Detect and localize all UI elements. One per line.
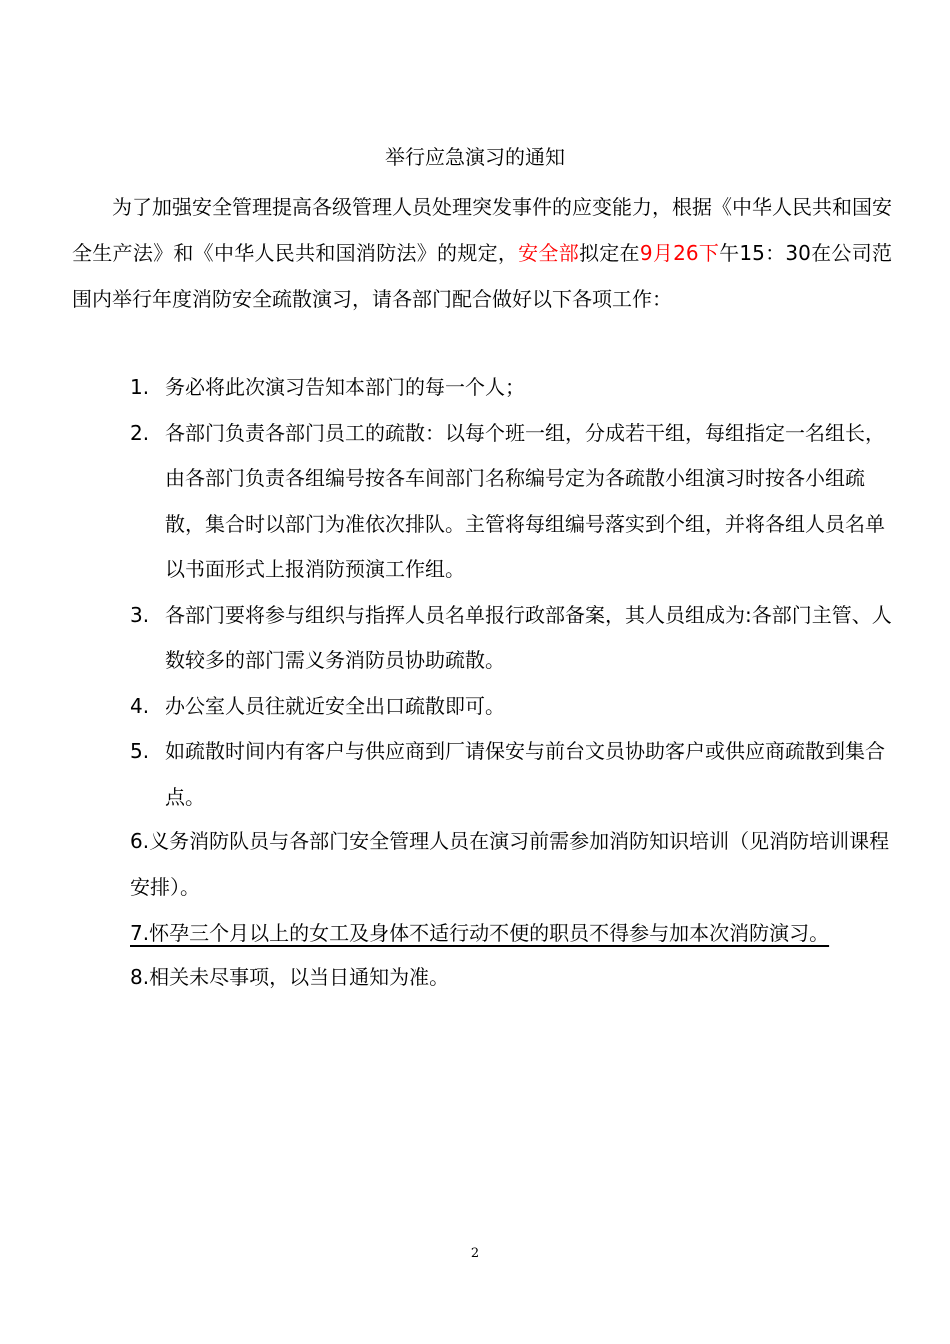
list-number: 3. [130, 602, 150, 627]
list-item-text: 如疏散时间内有客户与供应商到厂请保安与前台文员协助客户或供应商疏散到集合点。 [165, 739, 885, 809]
item-7-underlined-text: 7.怀孕三个月以上的女工及身体不适行动不便的职员不得参与加本次消防演习。 [130, 921, 830, 945]
item-7-paragraph [130, 911, 900, 957]
list-number: 5. [130, 739, 150, 763]
item-6-paragraph: 6.义务消防队员与各部门安全管理人员在演习前需参加消防知识培训（见消防培训课程安排）。 [130, 829, 890, 899]
item-8-paragraph: 8.相关未尽事项，以当日通知为准。 [130, 965, 450, 989]
drill-date: 9月26下 [639, 241, 720, 265]
list-item [130, 684, 892, 730]
document-title: 举行应急演习的通知 [385, 145, 565, 169]
list-item [130, 365, 892, 411]
intro-text-part1: 为了加强安全管理提高各级管理人员处理突发事件的应变能力，根据《中华人民共和国安全生产法》和《中华人民共和国消防法》的规定， [72, 195, 892, 265]
list-item-text: 务必将此次演习告知本部门的每一个人； [165, 375, 525, 399]
list-item [130, 729, 892, 820]
intro-text-part2: 拟定在 [579, 241, 640, 265]
list-item [130, 411, 892, 593]
page-number: 2 [470, 1246, 480, 1261]
list-item-text: 各部门要将参与组织与指挥人员名单报行政部备案，其人员组成为:各部门主管、人数较多的部门需义务消防员协助疏散。 [165, 602, 892, 672]
numbered-list [130, 365, 892, 820]
list-item-text: 办公室人员往就近安全出口疏散即可。 [165, 693, 505, 718]
list-number: 4. [130, 693, 150, 718]
list-item [130, 593, 892, 684]
list-number: 2. [130, 420, 150, 445]
list-item-text: 各部门负责各部门员工的疏散：以每个班一组，分成若干组，每组指定一名组长，由各部门负责各组编号按各车间部门名称编号定为各疏散小组演习时按各小组疏散，集合时以部门为准依次排队。主管将每组编号落实到个组，并将各组人员名单以书面形式上报消防预演工作组。 [165, 420, 885, 581]
intro-paragraph [72, 184, 892, 322]
intro-text-part3: 午15：30在公司范围内举行年度消防安全疏散演习，请各部门配合做好以下各项工作： [72, 241, 892, 311]
list-number: 1. [130, 375, 150, 399]
responsible-department: 安全部 [518, 241, 579, 265]
